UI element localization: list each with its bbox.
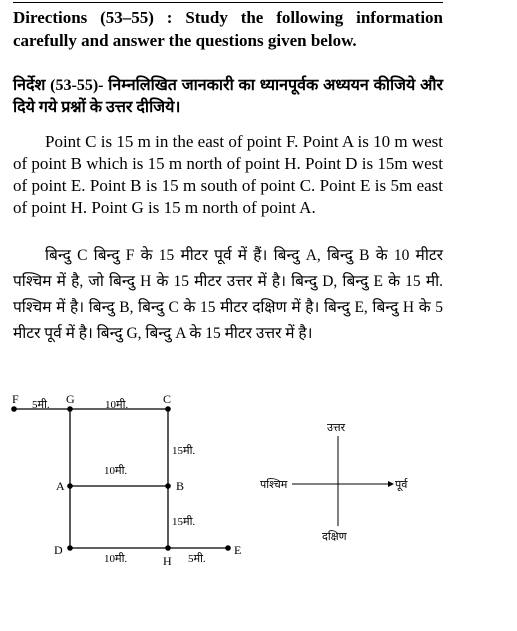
- point-f-label: F: [12, 392, 19, 406]
- point-dots: [11, 406, 231, 551]
- compass-north: उत्तर: [327, 422, 346, 434]
- point-g-label: G: [66, 392, 75, 406]
- point-b-dot: [165, 483, 171, 489]
- distance-h-e: 5मी.: [188, 553, 206, 565]
- point-b-label: B: [176, 479, 185, 493]
- compass: [260, 422, 408, 543]
- direction-diagram: [10, 388, 410, 568]
- point-c-dot: [165, 406, 171, 412]
- point-h-label: H: [163, 554, 172, 568]
- information-hindi: बिन्दु C बिन्दु F के 15 मीटर पूर्व में हैं। बिन्दु A, बिन्दु B के 10 मीटर पश्चिम में है, जो बिन्दु H के 15 मीटर उत्तर में है। बिन्दु D, बिन्दु E के 15 मी. पश्चिम में है। बिन्दु B, बिन्दु C के 15 मीटर दक्षिण में है। बिन्दु E, बिन्दु H के 5 मीटर पूर्व में है। बिन्दु G, बिन्दु A के 15 मीटर उत्तर में है।: [13, 247, 443, 342]
- point-f-dot: [11, 406, 17, 412]
- distance-g-c: 10मी.: [105, 399, 129, 411]
- point-e-dot: [225, 545, 231, 551]
- point-g-dot: [67, 406, 73, 412]
- distance-f-g: 5मी.: [32, 399, 50, 411]
- distance-b-h: 15मी.: [172, 516, 196, 528]
- directions-hindi: निर्देश (53-55)- निम्नलिखित जानकारी का ध्यानपूर्वक अध्ययन कीजिये और दिये गये प्रश्नों के उत्तर दीजिये।: [13, 77, 443, 116]
- distance-c-b: 15मी.: [172, 445, 196, 457]
- east-arrow-icon: [388, 481, 394, 487]
- point-d-dot: [67, 545, 73, 551]
- directions-english: Directions (53–55) : Study the following information carefully and answer the questions given below.: [13, 8, 443, 50]
- point-d-label: D: [54, 543, 63, 557]
- information-english: Point C is 15 m in the east of point F. Point A is 10 m west of point B which is 15 m north of point H. Point D is 15m west of point E. Point B is 15 m south of point C. Point E is 5m east of point H. Point G is 15 m north of point A.: [13, 132, 443, 217]
- point-c-label: C: [163, 392, 172, 406]
- top-rule: [13, 2, 443, 3]
- point-h-dot: [165, 545, 171, 551]
- distance-d-h: 10मी.: [104, 553, 128, 565]
- point-e-label: E: [234, 543, 242, 557]
- distance-a-b: 10मी.: [104, 465, 128, 477]
- point-a-label: A: [56, 479, 65, 493]
- compass-west: पश्चिम: [260, 479, 288, 491]
- point-a-dot: [67, 483, 73, 489]
- compass-east: पूर्व: [395, 479, 408, 491]
- compass-south: दक्षिण: [322, 531, 347, 543]
- route-lines: [14, 409, 228, 548]
